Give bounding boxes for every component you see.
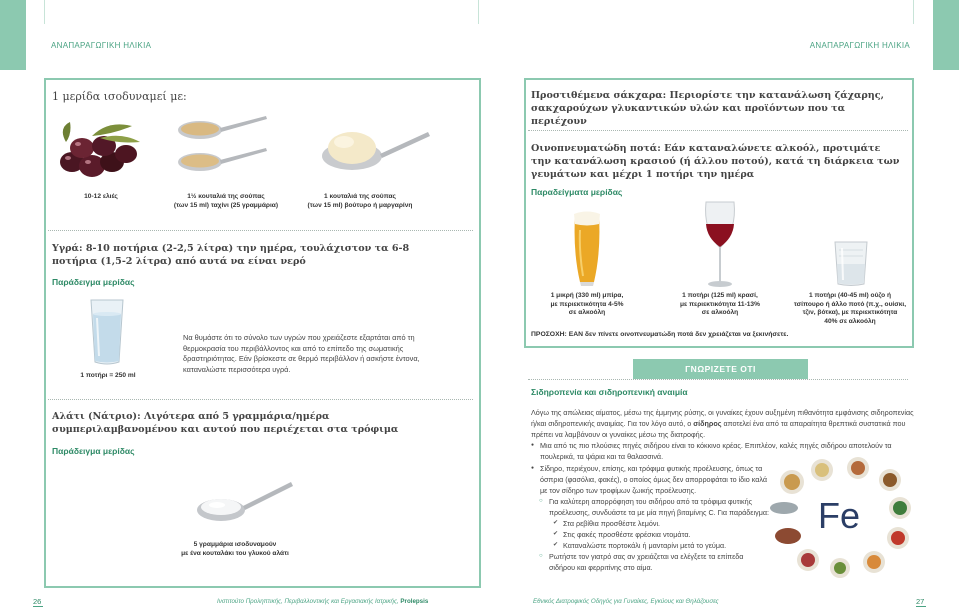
iron-title: Σιδηροπενία και σιδηροπενική αναιμία <box>531 387 688 397</box>
list-item: ✔ Στα ρεβίθια προσθέστε λεμόνι. <box>531 518 771 529</box>
wine-caption: 1 ποτήρι (125 ml) κρασί, με περιεκτικότητα 11-13% σε αλκοόλη <box>680 292 760 317</box>
tahini-spoons-illustration <box>174 110 270 180</box>
butter-spoon-illustration <box>312 124 432 176</box>
page-tab-right <box>933 0 959 70</box>
beer-glass-illustration <box>572 212 602 288</box>
did-you-know-banner: ΓΝΩΡΙΖΕΤΕ ΟΤΙ <box>633 359 808 379</box>
sugar-title: Προστιθέμενα σάκχαρα: Περιορίστε την κατανάλωση ζάχαρης, σακχαρούχων γλυκαντικών υλών και προϊόντων που τα περιέχουν <box>531 90 884 127</box>
iron-foods-illustration <box>770 458 915 578</box>
tahini-caption: 1½ κουταλιά της σούπας (των 15 ml) ταχίνι (25 γραμμάρια) <box>173 193 279 209</box>
iron-intro: Λόγω της απώλειας αίματος, μέσω της έμμηνης ρύσης, οι γυναίκες έχουν αυξημένη πιθανότητα εμφάνισης σιδηροπενίας ή/και σιδηροπενικής αναιμίας. Για τον λόγο αυτό, ο σίδηρος αποτελεί ένα από τα απαραίτητα θρεπτικά συστατικά που πρέπει να λαμβάνουν οι γυναίκες μέσω της διατροφής. <box>531 408 914 439</box>
spirit-glass-illustration <box>833 240 869 288</box>
page-tab-left <box>0 0 26 70</box>
wine-glass-illustration <box>703 200 737 290</box>
alcohol-title: Οινοπνευματώδη ποτά: Εάν καταναλώνετε αλκοόλ, προτιμάτε την κατανάλωση κρασιού (ή άλλου ποτού), κατά τη διάρκεια των γευμάτων και μέχρι 1 ποτήρι την ημέρα <box>531 143 900 180</box>
salt-caption: 5 γραμμάρια ισοδυναμούν με ένα κουταλάκι του γλυκού αλάτι <box>181 541 289 557</box>
footer-left: Ινστιτούτο Προληπτικής, Περιβαλλοντικής και Εργασιακής Ιατρικής, Prolepsis <box>217 598 429 605</box>
running-head-right: ΑΝΑΠΑΡΑΓΩΓΙΚΗ ΗΛΙΚΙΑ <box>809 41 910 50</box>
page-number-underline <box>33 606 43 607</box>
page-number-underline <box>916 606 926 607</box>
fe-label: Fe <box>818 495 861 536</box>
list-item: ✔ Στις φακές προσθέστε φρέσκια ντομάτα. <box>531 529 771 540</box>
section-divider <box>528 379 908 380</box>
alcohol-warning: ΠΡΟΣΟΧΗ: ΕΑΝ δεν πίνετε οινοπνευματώδη ποτά δεν χρειάζεται να ξεκινήσετε. <box>531 331 789 338</box>
running-head-left: ΑΝΑΠΑΡΑΓΩΓΙΚΗ ΗΛΙΚΙΑ <box>51 41 152 50</box>
salt-title: Αλάτι (Νάτριο): Λιγότερα από 5 γραμμάρια/ημέρα συμπεριλαμβανομένου και αυτού που περιέχεται στα τρόφιμα <box>52 411 399 435</box>
list-item: ● Σίδηρο, περιέχουν, επίσης, και τρόφιμα φυτικής προέλευσης, όπως τα όσπρια (φασόλια, φακές), ο οποίος όμως δεν απορροφάται το ίδιο καλά με τον σίδηρο των τροφίμων ζωικής προέλευσης. <box>531 463 771 496</box>
footer-right: Εθνικός Διατροφικός Οδηγός για Γυναίκες, Εγκύους και Θηλάζουσες <box>533 598 719 605</box>
page-number-left: 26 <box>33 597 42 606</box>
olives-caption: 10-12 ελιές <box>84 193 118 200</box>
page-number-right: 27 <box>916 597 925 606</box>
section-divider <box>48 230 473 231</box>
spirit-caption: 1 ποτήρι (40-45 ml) ούζο ή τσίπουρο ή άλλο ποτό (π.χ., ουίσκι, τζιν, βότκα), με περιεκτικότητα 40% σε αλκοόλη <box>793 292 907 325</box>
iron-list <box>531 463 771 573</box>
section-divider <box>528 130 908 131</box>
list-item: ○ Ρωτήστε τον γιατρό σας αν χρειάζεται να ελέγξετε τα επίπεδα σιδήρου και φερριτίνης στο αίμα. <box>531 551 771 573</box>
fluids-text: Να θυμάστε ότι το σύνολο των υγρών που χρειάζεστε εξαρτάται από τη θερμοκρασία του περιβάλλοντος και από το επίπεδο της σωματικής δραστηριότητας. Εάν βρίσκεστε σε θερμό περιβάλλον ή ασκήστε έντονα, καταναλώστε περισσότερα υγρά. <box>183 333 420 374</box>
salt-example-label: Παράδειγμα μερίδας <box>52 446 135 456</box>
olives-illustration <box>52 118 144 180</box>
glass-caption: 1 ποτήρι = 250 ml <box>80 372 136 379</box>
fluids-title: Υγρά: 8-10 ποτήρια (2-2,5 λίτρα) την ημέρα, τουλάχιστον τα 6-8 ποτήρια (1,5-2 λίτρα) από αυτά να είναι νερό <box>52 243 410 267</box>
margin-line <box>478 0 479 24</box>
alcohol-examples-label: Παραδείγματα μερίδας <box>531 187 623 197</box>
list-item: ○ Για καλύτερη απορρόφηση του σιδήρου από τα τρόφιμα φυτικής προέλευσης, συνδυάστε τα με μία πηγή βιταμίνης C. Για παράδειγμα: <box>531 496 771 518</box>
beer-caption: 1 μικρή (330 ml) μπίρα, με περιεκτικότητα 4-5% σε αλκοόλη <box>550 292 624 317</box>
list-item: ✔ Καταναλώστε πορτοκάλι ή μανταρίνι μετά το γεύμα. <box>531 540 771 551</box>
butter-caption: 1 κουταλιά της σούπας (των 15 ml) βούτυρο ή μαργαρίνη <box>307 193 413 209</box>
water-glass-illustration <box>88 298 126 366</box>
fluids-example-label: Παράδειγμα μερίδας <box>52 277 135 287</box>
section-divider <box>48 399 473 400</box>
salt-spoon-illustration <box>195 476 295 524</box>
serving-intro: 1 μερίδα ισοδυναμεί με: <box>52 90 187 103</box>
margin-line <box>913 0 914 24</box>
margin-line <box>44 0 45 24</box>
list-item: ● Μια από τις πιο πλούσιες πηγές σιδήρου είναι το κόκκινο κρέας. Επιπλέον, καλές πηγές σιδήρου αποτελούν τα πουλερικά, τα ψάρια και τα θαλασσινά. <box>531 440 914 462</box>
